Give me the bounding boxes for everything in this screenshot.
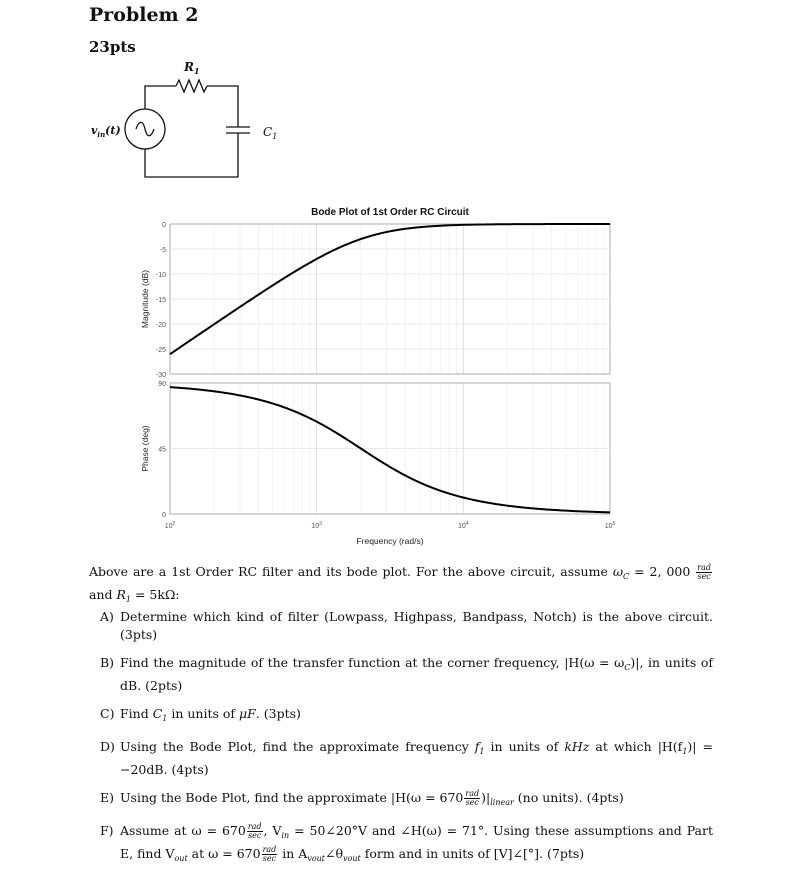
phase-y-tick-label: 45 <box>158 446 166 454</box>
phase-y-tick-label: 90 <box>158 381 166 388</box>
question-f: F) Assume at ω = 670 $\frac{\text{rad}}{\sec}$ , $V_{in}$ = 50∠20°V and ∠H(ω) = 71°. Using these assumptions and Part E, find $V_{out}$ at ω = 670 $\frac{\text{rad}}{\sec}$ in $A_{vout}\angle\theta_{vout}$ form and in units of [V]∠[°]. (7pts) <box>100 822 713 863</box>
chart-title: Bode Plot of 1st Order RC Circuit <box>311 207 469 218</box>
x-tick-label: $10^2$ <box>164 521 176 530</box>
question-a: A) Determine which kind of filter (Lowpass, Highpass, Bandpass, Notch) is the above circuit. (3pts) <box>100 609 713 642</box>
wire-bottom-right <box>145 133 238 177</box>
magnitude-y-tick-label: 0 <box>162 222 166 229</box>
magnitude-y-tick-label: -5 <box>159 247 166 254</box>
phase-y-axis-label: Phase (deg) <box>140 425 150 472</box>
x-tick-label: $10^5$ <box>604 521 616 530</box>
question-c: C) Find $C_1$ in units of μF. (3pts) <box>100 706 301 723</box>
x-tick-label: $10^4$ <box>458 521 469 530</box>
problem-intro: Above are a 1st Order RC filter and its bode plot. For the above circuit, assume $\omega_C = 2$, 000 $\frac{\text{rad}}{\sec}$ and $R_1 = 5k\Omega$: <box>89 563 711 604</box>
magnitude-y-axis-label: Magnitude (dB) <box>140 269 150 329</box>
resistor-label: $R_1$ <box>184 60 200 76</box>
question-d: D) Using the Bode Plot, find the approximate frequency $f_1$ in units of kHz at which $|H(f_1)| = -20dB$. (4pts) <box>100 739 713 777</box>
capacitor-label: $C_1$ <box>263 125 278 141</box>
problem-points: 23pts <box>89 38 136 56</box>
x-axis-label: Frequency (rad/s) <box>356 536 424 546</box>
resistor-symbol <box>176 80 207 92</box>
magnitude-y-tick-label: -25 <box>155 347 166 354</box>
wire-top-left <box>145 86 176 109</box>
rc-circuit-diagram <box>80 58 280 188</box>
question-b: B) Find the magnitude of the transfer function at the corner frequency, $|H(\omega = \omega_C)|$, in units of dB. (2pts) <box>100 655 713 693</box>
phase-y-tick-label: 0 <box>162 512 166 519</box>
magnitude-y-tick-label: -20 <box>155 322 166 329</box>
question-list <box>100 608 713 878</box>
magnitude-y-tick-label: -15 <box>155 297 166 304</box>
source-label: $v_{in}(t)$ <box>91 124 121 139</box>
bode-plot <box>130 200 630 552</box>
x-tick-label: $10^3$ <box>311 521 322 530</box>
wire-top-right <box>207 86 238 127</box>
magnitude-y-tick-label: -30 <box>155 372 166 379</box>
sine-wave-icon <box>136 122 154 136</box>
question-e: E) Using the Bode Plot, find the approximate |H(ω = 670 $\frac{\text{rad}}{\sec}$ )$|_{linear}$ (no units). (4pts) <box>100 789 624 807</box>
problem-title: Problem 2 <box>89 4 199 26</box>
magnitude-y-tick-label: -10 <box>155 272 166 279</box>
